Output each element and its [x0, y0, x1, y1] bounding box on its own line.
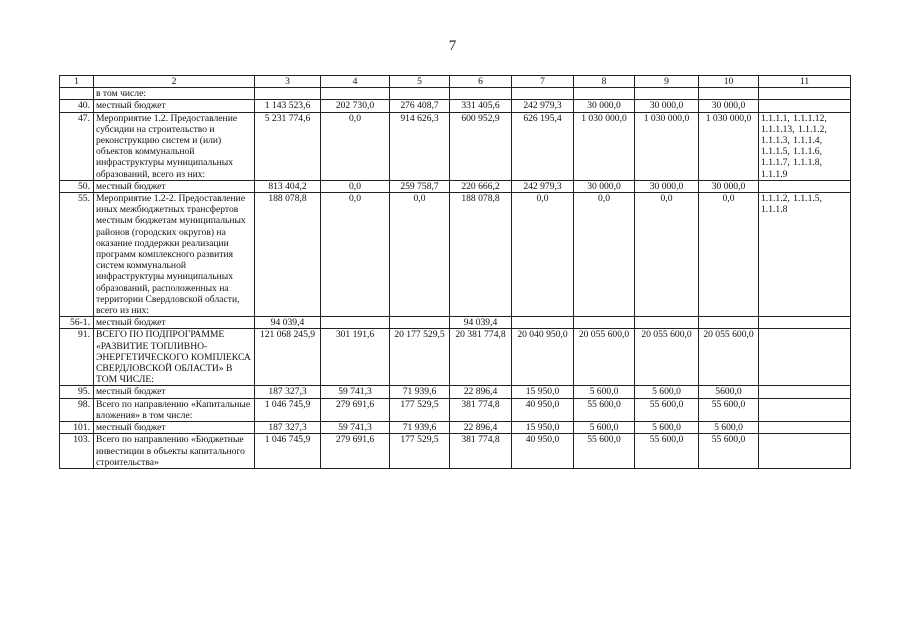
- amount-cell: [390, 88, 450, 100]
- amount-cell: 276 408,7: [390, 100, 450, 112]
- amount-cell: [635, 88, 699, 100]
- column-number: 4: [321, 76, 390, 88]
- amount-cell: 22 896,4: [450, 422, 512, 434]
- row-number: 40.: [60, 100, 94, 112]
- amount-cell: 20 055 600,0: [699, 329, 759, 386]
- amount-cell: 30 000,0: [699, 180, 759, 192]
- target-indicators: [759, 88, 851, 100]
- amount-cell: 5 231 774,6: [255, 112, 321, 180]
- amount-cell: 1 030 000,0: [699, 112, 759, 180]
- amount-cell: 600 952,9: [450, 112, 512, 180]
- column-number-row: [60, 76, 851, 88]
- amount-cell: 59 741,3: [321, 386, 390, 398]
- amount-cell: 202 730,0: [321, 100, 390, 112]
- column-number: 9: [635, 76, 699, 88]
- amount-cell: 177 529,5: [390, 434, 450, 469]
- amount-cell: 55 600,0: [635, 434, 699, 469]
- amount-cell: 301 191,6: [321, 329, 390, 386]
- row-number: 91.: [60, 329, 94, 386]
- table-row: [60, 180, 851, 192]
- amount-cell: 0,0: [699, 193, 759, 317]
- amount-cell: 259 758,7: [390, 180, 450, 192]
- row-number: 103.: [60, 434, 94, 469]
- row-name: местный бюджет: [94, 317, 255, 329]
- amount-cell: 0,0: [635, 193, 699, 317]
- amount-cell: 0,0: [574, 193, 635, 317]
- column-number: 6: [450, 76, 512, 88]
- amount-cell: [699, 88, 759, 100]
- amount-cell: [512, 88, 574, 100]
- row-number: 98.: [60, 398, 94, 421]
- amount-cell: 20 177 529,5: [390, 329, 450, 386]
- column-number: 1: [60, 76, 94, 88]
- amount-cell: 30 000,0: [635, 180, 699, 192]
- row-name: Всего по направлению «Капитальные вложения» в том числе:: [94, 398, 255, 421]
- amount-cell: 0,0: [321, 193, 390, 317]
- amount-cell: 1 030 000,0: [574, 112, 635, 180]
- amount-cell: 40 950,0: [512, 398, 574, 421]
- row-number: [60, 88, 94, 100]
- amount-cell: 55 600,0: [574, 398, 635, 421]
- amount-cell: [699, 317, 759, 329]
- table-row: [60, 398, 851, 421]
- table-row: [60, 112, 851, 180]
- column-number: 3: [255, 76, 321, 88]
- target-indicators: [759, 317, 851, 329]
- amount-cell: 381 774,8: [450, 398, 512, 421]
- amount-cell: 71 939,6: [390, 422, 450, 434]
- amount-cell: [574, 317, 635, 329]
- amount-cell: 30 000,0: [699, 100, 759, 112]
- column-number: 11: [759, 76, 851, 88]
- amount-cell: [574, 88, 635, 100]
- amount-cell: 0,0: [512, 193, 574, 317]
- row-number: 55.: [60, 193, 94, 317]
- column-number: 10: [699, 76, 759, 88]
- amount-cell: 20 040 950,0: [512, 329, 574, 386]
- row-name: местный бюджет: [94, 386, 255, 398]
- amount-cell: 279 691,6: [321, 434, 390, 469]
- amount-cell: [390, 317, 450, 329]
- amount-cell: 331 405,6: [450, 100, 512, 112]
- row-name: в том числе:: [94, 88, 255, 100]
- amount-cell: [321, 88, 390, 100]
- amount-cell: 0,0: [390, 193, 450, 317]
- column-number: 5: [390, 76, 450, 88]
- amount-cell: 20 381 774,8: [450, 329, 512, 386]
- table-row: [60, 317, 851, 329]
- table-row: [60, 329, 851, 386]
- amount-cell: 1 143 523,6: [255, 100, 321, 112]
- budget-table: [59, 75, 851, 469]
- amount-cell: 5 600,0: [635, 386, 699, 398]
- table-row: [60, 386, 851, 398]
- row-name: ВСЕГО ПО ПОДПРОГРАММЕ «РАЗВИТИЕ ТОПЛИВНО-ЭНЕРГЕТИЧЕСКОГО КОМПЛЕКСА СВЕРДЛОВСКОЙ ОБЛАСТИ» В ТОМ ЧИСЛЕ:: [94, 329, 255, 386]
- amount-cell: 5 600,0: [574, 386, 635, 398]
- amount-cell: 40 950,0: [512, 434, 574, 469]
- row-number: 47.: [60, 112, 94, 180]
- column-number: 8: [574, 76, 635, 88]
- amount-cell: 626 195,4: [512, 112, 574, 180]
- amount-cell: 381 774,8: [450, 434, 512, 469]
- row-number: 56-1.: [60, 317, 94, 329]
- amount-cell: [255, 88, 321, 100]
- amount-cell: 5 600,0: [635, 422, 699, 434]
- amount-cell: 30 000,0: [574, 100, 635, 112]
- row-number: 50.: [60, 180, 94, 192]
- row-name: местный бюджет: [94, 180, 255, 192]
- page-number: 7: [448, 38, 457, 54]
- amount-cell: 55 600,0: [699, 398, 759, 421]
- amount-cell: 0,0: [321, 180, 390, 192]
- row-number: 101.: [60, 422, 94, 434]
- row-number: 95.: [60, 386, 94, 398]
- amount-cell: 188 078,8: [450, 193, 512, 317]
- amount-cell: 59 741,3: [321, 422, 390, 434]
- amount-cell: 15 950,0: [512, 422, 574, 434]
- amount-cell: [635, 317, 699, 329]
- column-number: 7: [512, 76, 574, 88]
- table-body: [60, 88, 851, 469]
- amount-cell: 1 030 000,0: [635, 112, 699, 180]
- amount-cell: 5600,0: [699, 386, 759, 398]
- amount-cell: 242 979,3: [512, 180, 574, 192]
- amount-cell: 5 600,0: [574, 422, 635, 434]
- target-indicators: [759, 386, 851, 398]
- amount-cell: 30 000,0: [635, 100, 699, 112]
- amount-cell: 1 046 745,9: [255, 434, 321, 469]
- target-indicators: [759, 434, 851, 469]
- target-indicators: [759, 180, 851, 192]
- target-indicators: 1.1.1.1, 1.1.1.12, 1.1.1.13, 1.1.1.2, 1.1.1.3, 1.1.1.4, 1.1.1.5, 1.1.1.6, 1.1.1.7, 1.1.1.8, 1.1.1.9: [759, 112, 851, 180]
- table-row: [60, 88, 851, 100]
- target-indicators: 1.1.1.2, 1.1.1.5, 1.1.1.8: [759, 193, 851, 317]
- table-row: [60, 422, 851, 434]
- amount-cell: 20 055 600,0: [574, 329, 635, 386]
- amount-cell: 1 046 745,9: [255, 398, 321, 421]
- amount-cell: 55 600,0: [699, 434, 759, 469]
- row-name: местный бюджет: [94, 100, 255, 112]
- row-name: Мероприятие 1.2. Предоставление субсидии на строительство и реконструкцию систем и (или) объектов коммунальной инфраструктуры муниципальных образований, всего из них:: [94, 112, 255, 180]
- row-name: Всего по направлению «Бюджетные инвестиции в объекты капитального строительства»: [94, 434, 255, 469]
- target-indicators: [759, 100, 851, 112]
- amount-cell: [450, 88, 512, 100]
- amount-cell: 55 600,0: [574, 434, 635, 469]
- amount-cell: 279 691,6: [321, 398, 390, 421]
- table-row: [60, 193, 851, 317]
- amount-cell: 177 529,5: [390, 398, 450, 421]
- row-name: местный бюджет: [94, 422, 255, 434]
- amount-cell: 0,0: [321, 112, 390, 180]
- amount-cell: [321, 317, 390, 329]
- amount-cell: 30 000,0: [574, 180, 635, 192]
- amount-cell: 20 055 600,0: [635, 329, 699, 386]
- row-name: Мероприятие 1.2-2. Предоставление иных межбюджетных трансфертов местным бюджетам муниципальных районов (городских округов) на оказание поддержки реализации программ комплексного развития систем коммунальной инфраструктуры муниципальных образований, расположенных на территории Свердловской области, всего из них:: [94, 193, 255, 317]
- amount-cell: 813 404,2: [255, 180, 321, 192]
- amount-cell: 914 626,3: [390, 112, 450, 180]
- target-indicators: [759, 422, 851, 434]
- table-row: [60, 100, 851, 112]
- target-indicators: [759, 398, 851, 421]
- amount-cell: 220 666,2: [450, 180, 512, 192]
- amount-cell: 242 979,3: [512, 100, 574, 112]
- amount-cell: 188 078,8: [255, 193, 321, 317]
- target-indicators: [759, 329, 851, 386]
- amount-cell: 22 896,4: [450, 386, 512, 398]
- amount-cell: 71 939,6: [390, 386, 450, 398]
- amount-cell: 94 039,4: [450, 317, 512, 329]
- table-row: [60, 434, 851, 469]
- amount-cell: 15 950,0: [512, 386, 574, 398]
- amount-cell: 94 039,4: [255, 317, 321, 329]
- amount-cell: 55 600,0: [635, 398, 699, 421]
- amount-cell: 187 327,3: [255, 422, 321, 434]
- amount-cell: 121 068 245,9: [255, 329, 321, 386]
- column-number: 2: [94, 76, 255, 88]
- amount-cell: 187 327,3: [255, 386, 321, 398]
- amount-cell: 5 600,0: [699, 422, 759, 434]
- amount-cell: [512, 317, 574, 329]
